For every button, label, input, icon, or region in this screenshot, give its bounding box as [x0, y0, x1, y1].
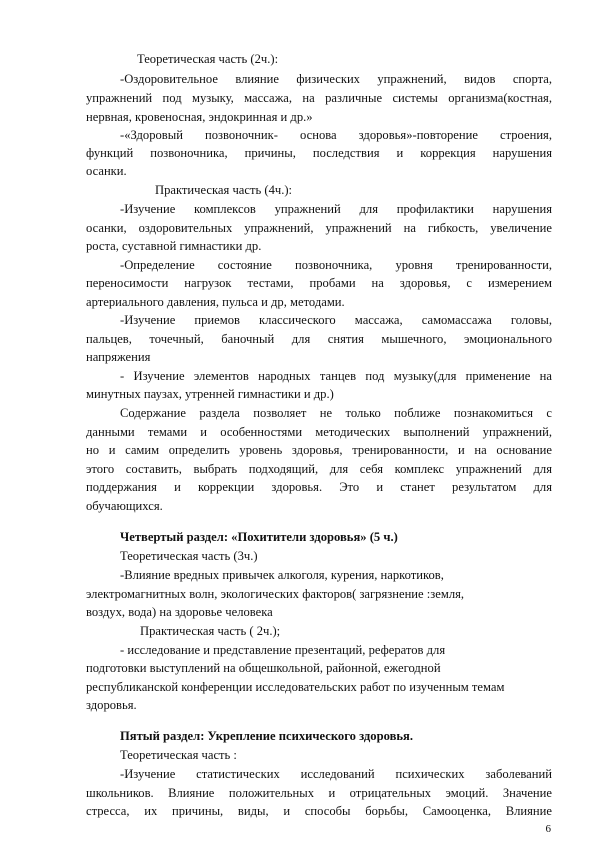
- text-line: данными темами и особенностями методических выполнений упражнений,: [86, 425, 552, 439]
- text-line: Содержание раздела позволяет не только поближе познакомиться с: [120, 406, 552, 420]
- text-line: -Изучение комплексов упражнений для профилактики нарушения: [120, 202, 552, 216]
- text-line: артериального давления, пульса и др, методами.: [86, 295, 345, 309]
- text-line: -Изучение приемов классического массажа, самомассажа головы,: [120, 313, 552, 327]
- text-line: -Определение состояние позвоночника, уровня тренированности,: [120, 258, 552, 272]
- text-line: школьников. Влияние положительных и отрицательных эмоций. Значение: [86, 786, 552, 800]
- text-line: -Влияние вредных привычек алкоголя, курения, наркотиков,: [120, 568, 444, 582]
- heading-theory-2h: Теоретическая часть (2ч.):: [137, 52, 279, 66]
- text-line: - Изучение элементов народных танцев под музыку(для применение на: [120, 369, 552, 383]
- text-line: пальцев, точечный, баночный для снятия мышечного, эмоционального: [86, 332, 552, 346]
- text-line: подготовки выступлений на общешкольной, районной, ежегодной: [86, 661, 441, 675]
- section-heading-4: Четвертый раздел: «Похитители здоровья» (5 ч.): [120, 530, 398, 544]
- text-line: здоровья.: [86, 698, 137, 712]
- text-line: стресса, их причины, виды, и способы борьбы, Самооценка, Влияние: [86, 804, 552, 818]
- text-line: осанки, оздоровительных упражнений, упражнений на гибкость, увеличение: [86, 221, 552, 235]
- text-line: -«Здоровый позвоночник- основа здоровья»-повторение строения,: [120, 128, 552, 142]
- page-number: 6: [545, 823, 551, 835]
- heading-theory: Теоретическая часть :: [120, 748, 237, 762]
- text-line: переносимости нагрузок тестами, пробами на здоровья, с измерением: [86, 276, 552, 290]
- text-line: поддержания и коррекции здоровья. Это и станет результатом для: [86, 480, 552, 494]
- text-line: упражнений под музыку, массажа, на различные системы организма(костная,: [86, 91, 552, 105]
- text-line: -Оздоровительное влияние физических упражнений, видов спорта,: [120, 72, 552, 86]
- text-line: -Изучение статистических исследований психических заболеваний: [120, 767, 552, 781]
- text-line: роста, суставной гимнастики др.: [86, 239, 262, 253]
- text-line: но и самим определить уровень здоровья, тренированности, и на основание: [86, 443, 552, 457]
- text-line: функций позвоночника, причины, последствия и коррекция нарушения: [86, 146, 552, 160]
- text-line: напряжения: [86, 350, 151, 364]
- heading-practice-2h: Практическая часть ( 2ч.);: [140, 624, 281, 638]
- text-line: этого составить, выбрать подходящий, для себя комплекс упражнений для: [86, 462, 552, 476]
- heading-practice-4h: Практическая часть (4ч.):: [155, 183, 293, 197]
- text-line: - исследование и представление презентаций, рефератов для: [120, 643, 446, 657]
- text-line: обучающихся.: [86, 499, 163, 513]
- text-line: минутных паузах, утренней гимнастики и др.): [86, 387, 334, 401]
- text-line: электромагнитных волн, экологических факторов( загрязнение :земля,: [86, 587, 465, 601]
- text-line: осанки.: [86, 164, 127, 178]
- section-heading-5: Пятый раздел: Укрепление психического здоровья.: [120, 729, 413, 743]
- text-line: нервная, кровеносная, эндокринная и др.»: [86, 110, 313, 124]
- text-line: республиканской конференции исследовательских работ по изученным темам: [86, 680, 505, 694]
- text-line: воздух, вода) на здоровье человека: [86, 605, 273, 619]
- heading-theory-3h: Теоретическая часть (3ч.): [120, 549, 258, 563]
